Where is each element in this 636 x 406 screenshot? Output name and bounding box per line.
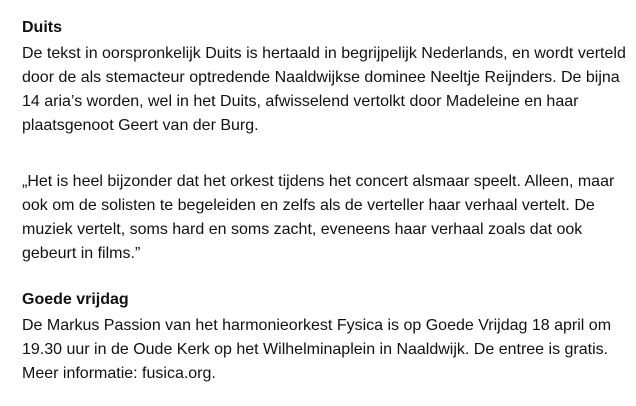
section-heading: Goede vrijdag (22, 291, 129, 308)
section-paragraph: De Markus Passion van het harmonieorkest Fysica is op Goede Vrijdag 18 april om 19.30 uur in de Oude Kerk op het Wilhelminaplein in Naaldwijk. De entree is gratis. Meer informatie: fusica.org. (22, 317, 612, 382)
section-goede-vrijdag (22, 290, 626, 386)
section-paragraph: De tekst in oorspronkelijk Duits is hertaald in begrijpelijk Nederlands, en wordt verteld door de als stemacteur optredende Naaldwijkse dominee Neeltje Reijnders. De bijna 14 aria’s worden, wel in het Duits, afwisselend vertolkt door Madeleine en haar plaatsgenoot Geert van der Burg. (22, 45, 626, 134)
section-duits (22, 18, 626, 138)
quote-paragraph: „Het is heel bijzonder dat het orkest tijdens het concert alsmaar speelt. Alleen, maar ook om de solisten te begeleiden en zelfs als de verteller haar verhaal vertelt. De muziek vertelt, soms hard en soms zacht, eveneens haar verhaal zoals dat ook gebeurt in films.” (22, 173, 615, 262)
section-heading: Duits (22, 19, 62, 36)
